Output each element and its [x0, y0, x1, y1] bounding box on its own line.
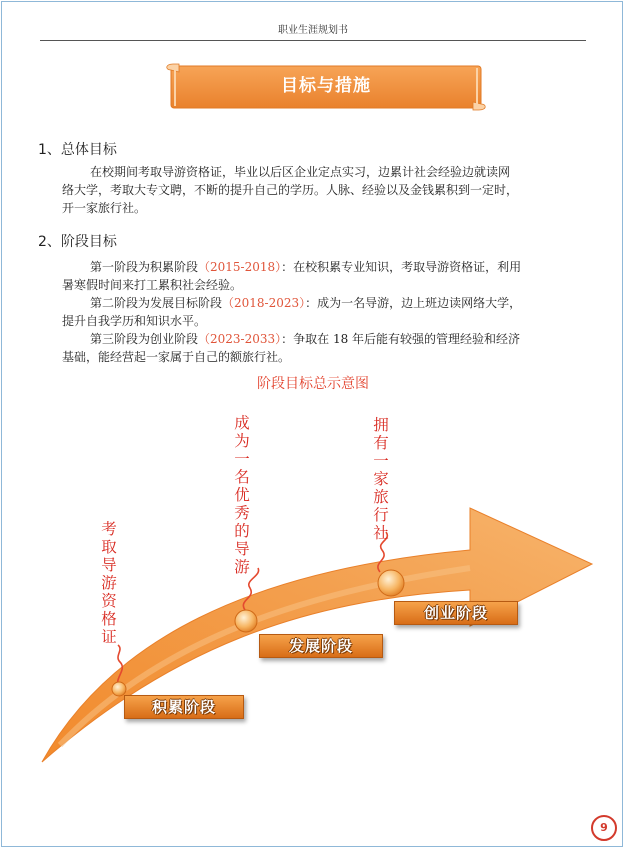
section1-line: 开一家旅行社。 — [62, 201, 147, 215]
stage2-line1 — [62, 294, 592, 312]
stage1-prefix: 第一阶段为积累阶段 — [90, 260, 199, 274]
diagram-title: 阶段目标总示意图 — [257, 376, 369, 392]
growth-arrow — [0, 400, 626, 800]
section2-body — [62, 258, 592, 366]
stage2-text-a: ：成为一名导游，边上班边读网络大学， — [305, 296, 522, 310]
stage-diagram — [0, 400, 626, 800]
section2-heading: 2、阶段目标 — [38, 234, 117, 250]
banner-title: 目标与措施 — [281, 76, 371, 96]
stage-box-3: 创业阶段 — [394, 601, 518, 625]
goal-label-3: 拥有一家旅行社 — [373, 416, 389, 542]
section1-heading: 1、总体目标 — [38, 142, 117, 158]
section1-line: 在校期间考取导游资格证，毕业以后区企业定点实习，边累计社会经验边就读网 — [90, 165, 511, 179]
stage-box-1: 积累阶段 — [124, 695, 244, 719]
stage-box-2: 发展阶段 — [259, 634, 383, 658]
stage3-period: （2023-2033） — [198, 332, 282, 346]
stage1-text-a: ：在校积累专业知识，考取导游资格证，利用 — [281, 260, 522, 274]
goal-label-2: 成为一名优秀的导游 — [234, 414, 250, 576]
stage3-text-a: ：争取在 18 年后能有较强的管理经验和经济 — [281, 332, 521, 346]
title-banner — [165, 62, 487, 112]
page-number: 9 — [591, 815, 617, 841]
section1-body — [62, 163, 586, 217]
running-header: 职业生涯规划书 — [40, 24, 586, 41]
goal-label-1: 考取导游资格证 — [101, 520, 117, 646]
stage1-line2: 暑寒假时间来打工累积社会经验。 — [62, 278, 243, 292]
stage3-line2: 基础，能经营起一家属于自己的额旅行社。 — [62, 350, 291, 364]
stage3-prefix: 第三阶段为创业阶段 — [90, 332, 199, 346]
stage2-prefix: 第二阶段为发展目标阶段 — [90, 296, 223, 310]
section1-line: 络大学，考取大专文聘，不断的提升自己的学历。人脉、经验以及金钱累积到一定时， — [62, 183, 519, 197]
stage1-line1 — [62, 258, 592, 276]
stage3-line1 — [62, 330, 592, 348]
stage2-line2: 提升自我学历和知识水平。 — [62, 314, 207, 328]
stage1-period: （2015-2018） — [198, 260, 282, 274]
stage2-period: （2018-2023） — [222, 296, 306, 310]
